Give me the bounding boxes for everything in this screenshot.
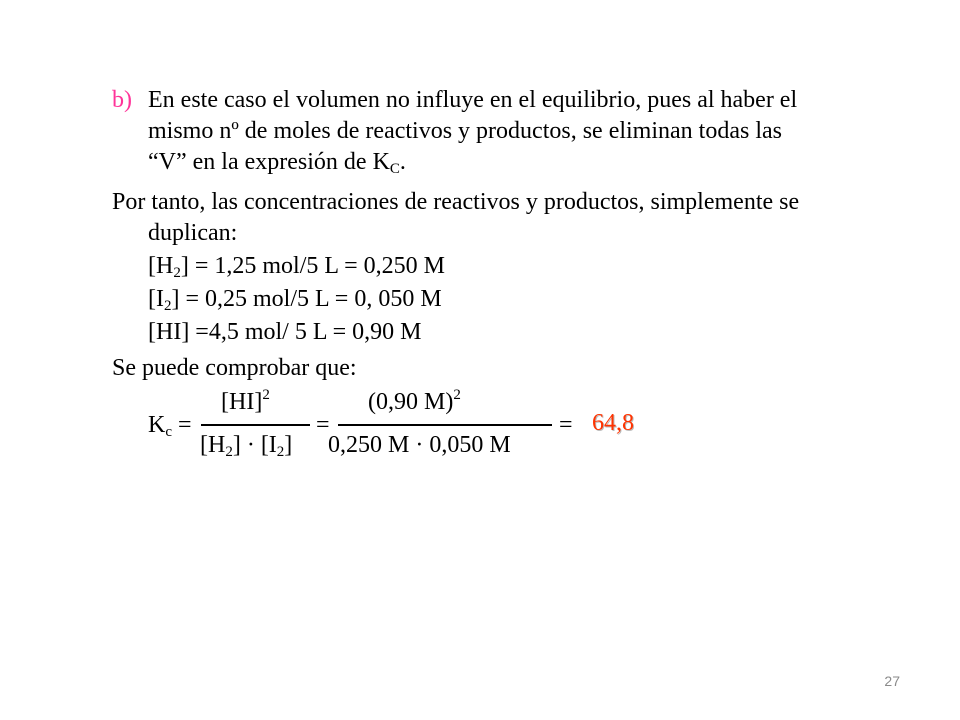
- i2-concentration: [148, 284, 442, 314]
- den1-i-subscript: 2: [276, 444, 285, 460]
- kc-base: K: [148, 412, 166, 438]
- check-intro: Se puede comprobar que:: [112, 355, 357, 381]
- h2-subscript: 2: [173, 265, 181, 281]
- paragraph-2-line-2: duplican:: [148, 220, 238, 246]
- equals-sign-1: =: [172, 412, 192, 438]
- page-number: 27: [884, 673, 900, 689]
- hi-superscript: 2: [262, 387, 270, 403]
- den1-h-subscript: 2: [225, 444, 233, 460]
- i2-subscript: 2: [163, 298, 172, 314]
- den1-middle: ] · [I: [232, 432, 277, 458]
- den1-h-open: [H: [200, 432, 226, 458]
- fraction-1-denominator: [200, 430, 292, 460]
- hi-base: [HI]: [221, 389, 263, 415]
- fraction-1-bar: [201, 424, 310, 426]
- h2-open: [H: [148, 253, 174, 279]
- paragraph-2-line-1: Por tanto, las concentraciones de reactivos y productos, simplemente se: [112, 189, 800, 215]
- hi-concentration: [HI] =4,5 mol/ 5 L = 0,90 M: [148, 319, 422, 345]
- result-value: 64,8: [592, 410, 634, 436]
- fraction-2-denominator: 0,250 M · 0,050 M: [328, 432, 511, 458]
- num2-superscript: 2: [453, 387, 461, 403]
- kc-subscript: C: [389, 161, 400, 177]
- equals-sign-2: =: [316, 412, 330, 438]
- fraction-1-numerator: [221, 387, 270, 417]
- num2-base: (0,90 M): [368, 389, 454, 415]
- den1-close: ]: [284, 432, 293, 458]
- section-b-line-2: mismo nº de moles de reactivos y productos, se eliminan todas las: [148, 118, 782, 144]
- kc-symbol: [148, 410, 192, 440]
- kc-symbol-subscript: c: [165, 424, 173, 440]
- fraction-2-numerator: [368, 387, 461, 417]
- h2-concentration: [148, 251, 445, 281]
- h2-value: ] = 1,25 mol/5 L = 0,250 M: [180, 253, 446, 279]
- section-b-line-3-text: “V” en la expresión de K: [148, 149, 390, 175]
- fraction-2-bar: [338, 424, 552, 426]
- section-b-line-3: [148, 147, 406, 177]
- list-marker-b: b): [112, 87, 132, 113]
- i2-open: [I: [148, 286, 164, 312]
- equals-sign-3: =: [559, 412, 573, 438]
- section-b-line-1: En este caso el volumen no influye en el equilibrio, pues al haber el: [148, 87, 798, 113]
- section-b-line-3-end: .: [399, 149, 406, 175]
- i2-value: ] = 0,25 mol/5 L = 0, 050 M: [171, 286, 442, 312]
